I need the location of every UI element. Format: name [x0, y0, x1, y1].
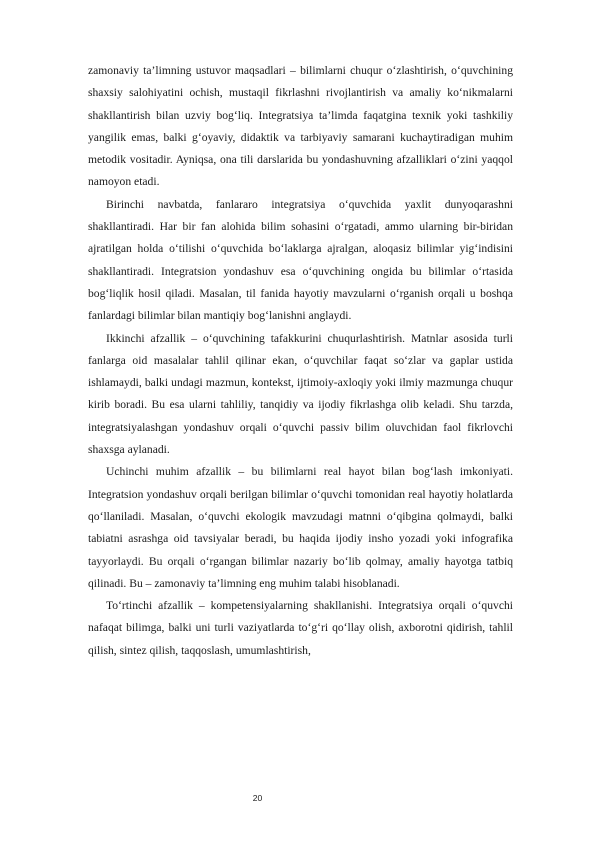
- paragraph-5: To‘rtinchi afzallik – kompetensiyalarning shakllanishi. Integratsiya orqali o‘quvchi nafaqat bilimga, balki uni turli vaziyatlarda to‘g‘ri qo‘llay olish, axborotni qidirish, tahlil qilish, sintez qilish, taqqoslash, umumlashtirish,: [88, 599, 513, 657]
- document-body: [88, 60, 513, 662]
- paragraph-4: Uchinchi muhim afzallik – bu bilimlarni real hayot bilan bog‘lash imkoniyati. Integratsion yondashuv orqali berilgan bilimlar o‘quvchi tomonidan real hayotiy holatlarda qo‘llaniladi. Masalan, o‘quvchi ekologik mavzudagi matnni o‘qibgina qolmaydi, balki tabiatni asrashga oid tavsiyalar beradi, bu haqida ijodiy insho yozadi yoki infografika tayyorlaydi. Bu orqali o‘rgangan bilimlar nazariy bo‘lib qolmay, amaliy hayotga tatbiq qilinadi. Bu – zamonaviy ta’limning eng muhim talabi hisoblanadi.: [88, 465, 513, 590]
- paragraph-3: Ikkinchi afzallik – o‘quvchining tafakkurini chuqurlashtirish. Matnlar asosida turli fanlarga oid masalalar tahlil qilinar ekan, o‘quvchilar faqat so‘zlar va gaplar ustida ishlamaydi, balki undagi mazmun, kontekst, ijtimoiy-axloqiy yoki ilmiy mazmunga chuqur kirib boradi. Bu esa ularni tahliliy, tanqidiy va ijodiy fikrlashga olib keladi. Shu tarzda, integratsiyalashgan yondashuv orqali o‘quvchi passiv bilim oluvchidan faol fikrlovchi shaxsga aylanadi.: [88, 331, 513, 457]
- page-number: 20: [252, 793, 263, 803]
- paragraph-1: zamonaviy ta’limning ustuvor maqsadlari – bilimlarni chuqur o‘zlashtirish, o‘quvchining shaxsiy salohiyatini ochish, mustaqil fikrlashni rivojlantirish va amaliy ko‘nikmalarni shakllantirish bilan uzviy bog‘liq. Integratsiya ta’limda faqatgina texnik yoki tashkiliy yangilik emas, balki g‘oyaviy, didaktik va tarbiyaviy samarani kuchaytiradigan muhim metodik vositadir. Ayniqsa, ona tili darslarida bu yondashuvning afzalliklari o‘zini yaqqol namoyon etadi.: [88, 64, 513, 189]
- paragraph-2: Birinchi navbatda, fanlararo integratsiya o‘quvchida yaxlit dunyoqarashni shakllantiradi. Har bir fan alohida bilim sohasini o‘rgatadi, ammo ularning bir-biridan ajratilgan holda o‘tilishi o‘quvchida bo‘laklarga ajralgan, aloqasiz bilimlar yig‘indisini shakllantiradi. Integratsion yondashuv esa o‘quvchining ongida bu bilimlar o‘rtasida bog‘liqlik hosil qiladi. Masalan, til fanida hayotiy mavzularni o‘rganish orqali u boshqa fanlardagi bilimlar bilan mantiqiy bog‘lanishni anglaydi.: [88, 197, 513, 323]
- page-number-container: [0, 793, 595, 803]
